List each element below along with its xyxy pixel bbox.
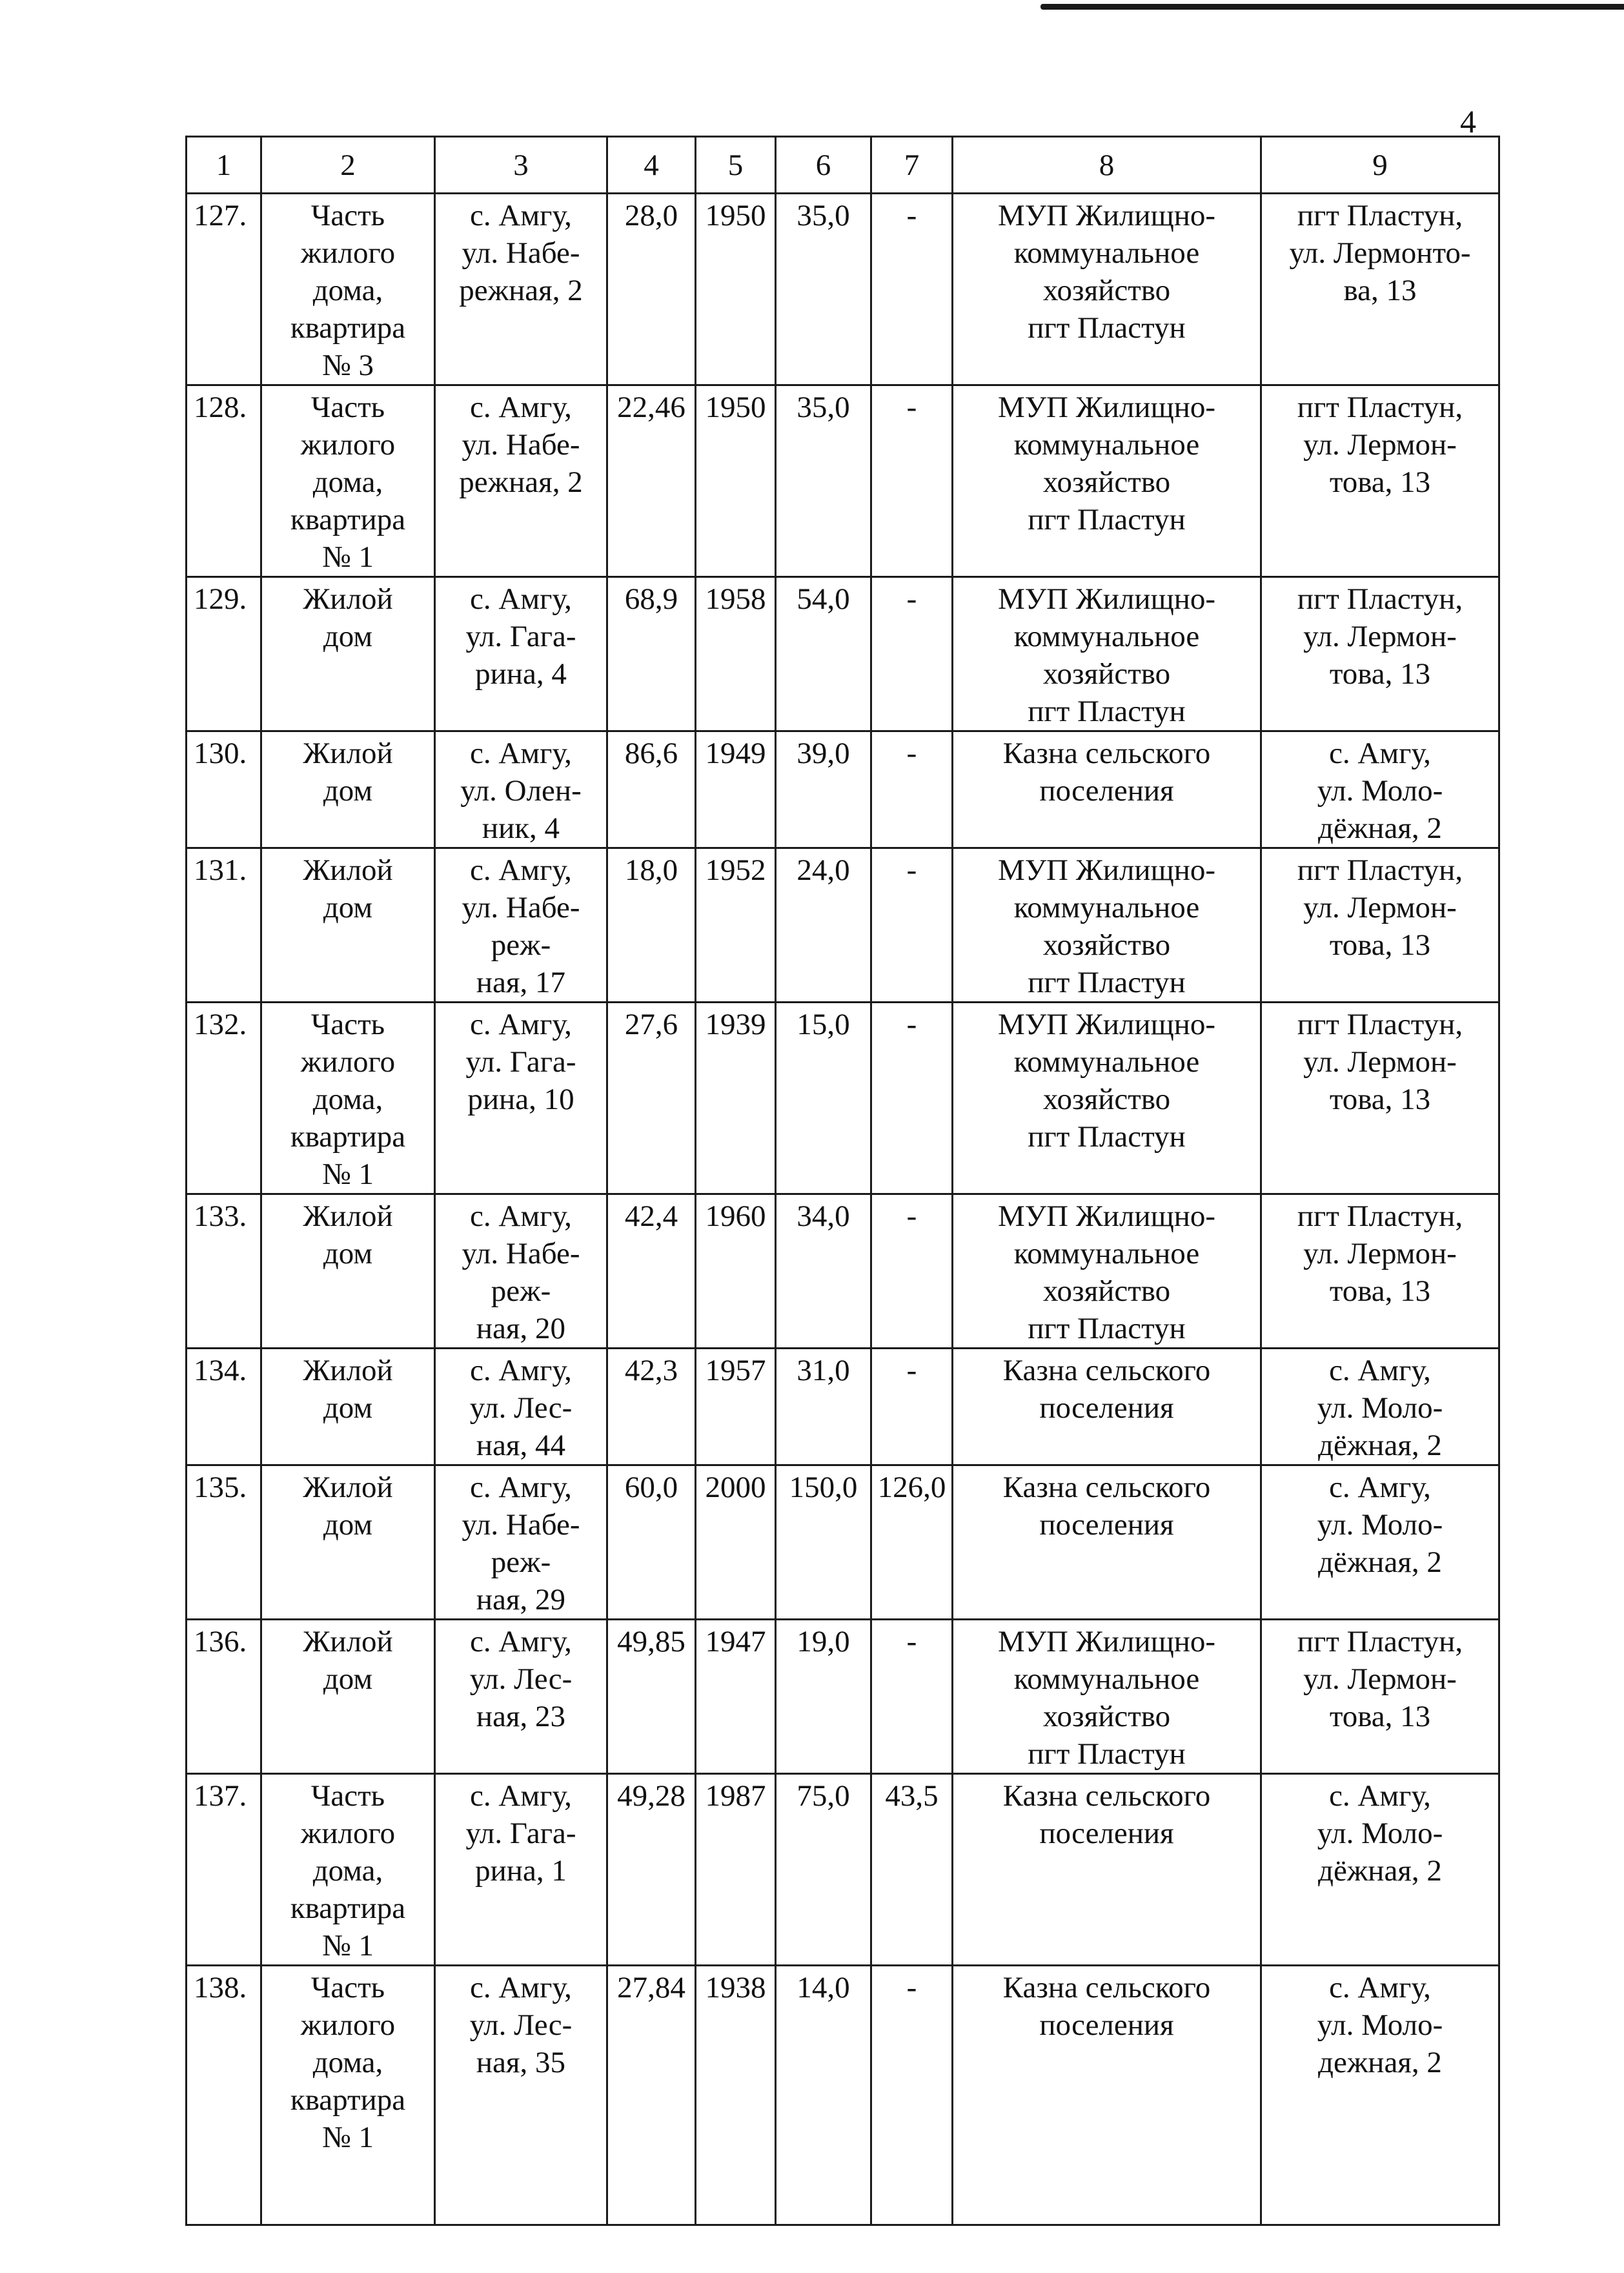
- object-address: с. Амгу, ул. Гага- рина, 4: [435, 577, 607, 731]
- row-number: 136.: [187, 1620, 261, 1774]
- table-row: [187, 848, 1499, 1003]
- object-type: Часть жилого дома, квартира № 1: [261, 1966, 435, 2225]
- column-header: 8: [953, 137, 1261, 194]
- area-value: 42,3: [607, 1349, 696, 1465]
- column-6-value: 75,0: [776, 1774, 871, 1966]
- column-6-value: 34,0: [776, 1194, 871, 1349]
- area-value: 22,46: [607, 385, 696, 577]
- row-number: 134.: [187, 1349, 261, 1465]
- object-address: с. Амгу, ул. Набе- реж- ная, 29: [435, 1465, 607, 1620]
- column-6-value: 35,0: [776, 385, 871, 577]
- holder-name: МУП Жилищно- коммунальное хозяйство пгт Пластун: [953, 385, 1261, 577]
- area-value: 49,28: [607, 1774, 696, 1966]
- year-value: 2000: [696, 1465, 776, 1620]
- object-type: Жилой дом: [261, 1465, 435, 1620]
- column-number-header-row: [187, 137, 1499, 194]
- area-value: 18,0: [607, 848, 696, 1003]
- holder-name: МУП Жилищно- коммунальное хозяйство пгт Пластун: [953, 577, 1261, 731]
- object-address: с. Амгу, ул. Набе- режная, 2: [435, 194, 607, 385]
- holder-name: МУП Жилищно- коммунальное хозяйство пгт Пластун: [953, 1003, 1261, 1194]
- year-value: 1952: [696, 848, 776, 1003]
- area-value: 49,85: [607, 1620, 696, 1774]
- column-7-value: -: [871, 731, 953, 848]
- holder-address: пгт Пластун, ул. Лермонто- ва, 13: [1261, 194, 1499, 385]
- table-row: [187, 577, 1499, 731]
- column-6-value: 150,0: [776, 1465, 871, 1620]
- object-type: Часть жилого дома, квартира № 1: [261, 1003, 435, 1194]
- object-type: Часть жилого дома, квартира № 1: [261, 385, 435, 577]
- object-type: Жилой дом: [261, 577, 435, 731]
- column-6-value: 14,0: [776, 1966, 871, 2225]
- column-header: 6: [776, 137, 871, 194]
- column-header: 4: [607, 137, 696, 194]
- column-header: 7: [871, 137, 953, 194]
- object-type: Жилой дом: [261, 1194, 435, 1349]
- holder-address: с. Амгу, ул. Моло- дёжная, 2: [1261, 1774, 1499, 1966]
- row-number: 133.: [187, 1194, 261, 1349]
- area-value: 28,0: [607, 194, 696, 385]
- table-row: [187, 1620, 1499, 1774]
- object-address: с. Амгу, ул. Набе- режная, 2: [435, 385, 607, 577]
- year-value: 1958: [696, 577, 776, 731]
- holder-name: МУП Жилищно- коммунальное хозяйство пгт Пластун: [953, 1620, 1261, 1774]
- column-6-value: 15,0: [776, 1003, 871, 1194]
- object-type: Жилой дом: [261, 731, 435, 848]
- row-number: 128.: [187, 385, 261, 577]
- year-value: 1947: [696, 1620, 776, 1774]
- column-7-value: -: [871, 1003, 953, 1194]
- holder-address: пгт Пластун, ул. Лермон- това, 13: [1261, 1194, 1499, 1349]
- table-row: [187, 1774, 1499, 1966]
- column-7-value: 126,0: [871, 1465, 953, 1620]
- holder-address: с. Амгу, ул. Моло- дёжная, 2: [1261, 1349, 1499, 1465]
- year-value: 1939: [696, 1003, 776, 1194]
- table-row: [187, 194, 1499, 385]
- year-value: 1987: [696, 1774, 776, 1966]
- holder-name: МУП Жилищно- коммунальное хозяйство пгт Пластун: [953, 194, 1261, 385]
- table-row: [187, 731, 1499, 848]
- object-address: с. Амгу, ул. Лес- ная, 35: [435, 1966, 607, 2225]
- holder-address: с. Амгу, ул. Моло- дежная, 2: [1261, 1966, 1499, 2225]
- holder-name: Казна сельского поселения: [953, 1349, 1261, 1465]
- object-address: с. Амгу, ул. Гага- рина, 1: [435, 1774, 607, 1966]
- object-address: с. Амгу, ул. Гага- рина, 10: [435, 1003, 607, 1194]
- column-6-value: 35,0: [776, 194, 871, 385]
- row-number: 130.: [187, 731, 261, 848]
- column-7-value: -: [871, 577, 953, 731]
- year-value: 1938: [696, 1966, 776, 2225]
- holder-name: МУП Жилищно- коммунальное хозяйство пгт Пластун: [953, 848, 1261, 1003]
- object-type: Часть жилого дома, квартира № 1: [261, 1774, 435, 1966]
- object-type: Жилой дом: [261, 1349, 435, 1465]
- holder-name: Казна сельского поселения: [953, 1774, 1261, 1966]
- holder-address: с. Амгу, ул. Моло- дёжная, 2: [1261, 1465, 1499, 1620]
- table-row: [187, 1349, 1499, 1465]
- object-type: Жилой дом: [261, 1620, 435, 1774]
- row-number: 138.: [187, 1966, 261, 2225]
- column-header: 1: [187, 137, 261, 194]
- year-value: 1957: [696, 1349, 776, 1465]
- row-number: 129.: [187, 577, 261, 731]
- column-6-value: 54,0: [776, 577, 871, 731]
- object-address: с. Амгу, ул. Набе- реж- ная, 20: [435, 1194, 607, 1349]
- column-header: 3: [435, 137, 607, 194]
- holder-address: пгт Пластун, ул. Лермон- това, 13: [1261, 1620, 1499, 1774]
- column-header: 2: [261, 137, 435, 194]
- holder-name: Казна сельского поселения: [953, 731, 1261, 848]
- object-address: с. Амгу, ул. Олен- ник, 4: [435, 731, 607, 848]
- column-7-value: -: [871, 1620, 953, 1774]
- table-row: [187, 1003, 1499, 1194]
- column-7-value: 43,5: [871, 1774, 953, 1966]
- object-type: Часть жилого дома, квартира № 3: [261, 194, 435, 385]
- year-value: 1949: [696, 731, 776, 848]
- column-7-value: -: [871, 385, 953, 577]
- area-value: 42,4: [607, 1194, 696, 1349]
- holder-address: пгт Пластун, ул. Лермон- това, 13: [1261, 1003, 1499, 1194]
- holder-address: пгт Пластун, ул. Лермон- това, 13: [1261, 385, 1499, 577]
- holder-address: пгт Пластун, ул. Лермон- това, 13: [1261, 577, 1499, 731]
- table-row: [187, 1465, 1499, 1620]
- object-address: с. Амгу, ул. Лес- ная, 44: [435, 1349, 607, 1465]
- holder-name: Казна сельского поселения: [953, 1966, 1261, 2225]
- holder-address: с. Амгу, ул. Моло- дёжная, 2: [1261, 731, 1499, 848]
- column-7-value: -: [871, 1194, 953, 1349]
- object-address: с. Амгу, ул. Лес- ная, 23: [435, 1620, 607, 1774]
- holder-address: пгт Пластун, ул. Лермон- това, 13: [1261, 848, 1499, 1003]
- year-value: 1950: [696, 385, 776, 577]
- top-rule: [1040, 4, 1624, 10]
- column-6-value: 39,0: [776, 731, 871, 848]
- area-value: 68,9: [607, 577, 696, 731]
- object-type: Жилой дом: [261, 848, 435, 1003]
- object-address: с. Амгу, ул. Набе- реж- ная, 17: [435, 848, 607, 1003]
- holder-name: МУП Жилищно- коммунальное хозяйство пгт Пластун: [953, 1194, 1261, 1349]
- column-7-value: -: [871, 1349, 953, 1465]
- table-row: [187, 385, 1499, 577]
- column-header: 5: [696, 137, 776, 194]
- year-value: 1950: [696, 194, 776, 385]
- property-registry-table: [185, 136, 1500, 2226]
- year-value: 1960: [696, 1194, 776, 1349]
- area-value: 60,0: [607, 1465, 696, 1620]
- column-6-value: 31,0: [776, 1349, 871, 1465]
- column-6-value: 24,0: [776, 848, 871, 1003]
- area-value: 27,6: [607, 1003, 696, 1194]
- area-value: 27,84: [607, 1966, 696, 2225]
- row-number: 127.: [187, 194, 261, 385]
- row-number: 132.: [187, 1003, 261, 1194]
- row-number: 131.: [187, 848, 261, 1003]
- column-header: 9: [1261, 137, 1499, 194]
- page-number: 4: [1460, 103, 1476, 139]
- column-7-value: -: [871, 194, 953, 385]
- row-number: 137.: [187, 1774, 261, 1966]
- column-7-value: -: [871, 848, 953, 1003]
- holder-name: Казна сельского поселения: [953, 1465, 1261, 1620]
- column-6-value: 19,0: [776, 1620, 871, 1774]
- area-value: 86,6: [607, 731, 696, 848]
- column-7-value: -: [871, 1966, 953, 2225]
- table-row: [187, 1194, 1499, 1349]
- table-row: [187, 1966, 1499, 2225]
- row-number: 135.: [187, 1465, 261, 1620]
